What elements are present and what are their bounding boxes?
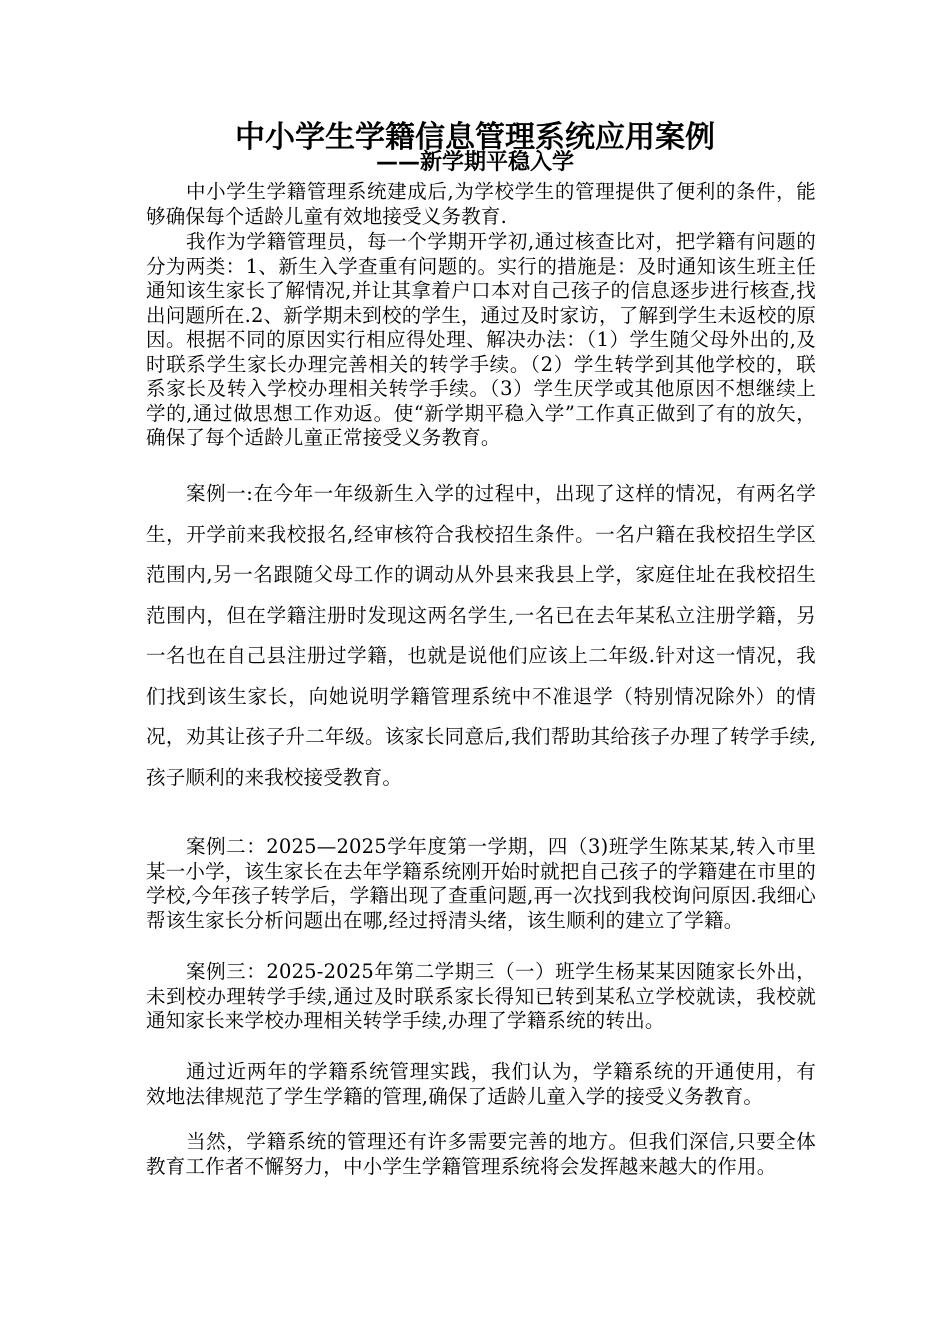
paragraph-case-two: 案例二：2025—2025学年度第一学期，四（3)班学生陈某某,转入市里某一小学，该生家长在去年学籍系统刚开始时就把自己孩子的学籍建在市里的学校,今年孩子转学后，学籍出现了查重问题,再一次找到我校询问原因.我细心帮该生家长分析问题出在哪,经过捋清头绪，该生顺利的建立了学籍。 bbox=[146, 835, 816, 932]
document-subtitle: ——新学期平稳入学 bbox=[375, 150, 574, 175]
paragraph-conclusion: 通过近两年的学籍系统管理实践，我们认为，学籍系统的开通使用，有效地法律规范了学生学籍的管理,确保了适龄儿童入学的接受义务教育。 bbox=[146, 1060, 816, 1108]
paragraph-measures: 我作为学籍管理员，每一个学期开学初,通过核查比对，把学籍有问题的分为两类：1、新生入学查重有问题的。实行的措施是：及时通知该生班主任通知该生家长了解情况,并让其拿着户口本对自己孩子的信息逐步进行核查,找出问题所在.2、新学期未到校的学生，通过及时家访，了解到学生未返校的原因。根据不同的原因实行相应得处理、解决办法：（1）学生随父母外出的,及时联系学生家长办理完善相关的转学手续。（2）学生转学到其他学校的，联系家长及转入学校办理相关转学手续。（3）学生厌学或其他原因不想继续上学的,通过做思想工作劝返。使“新学期平稳入学”工作真正做到了有的放矢，确保了每个适龄儿童正常接受义务教育。 bbox=[146, 230, 816, 449]
paragraph-case-three: 案例三：2025-2025年第二学期三（一）班学生杨某某因随家长外出，未到校办理转学手续,通过及时联系家长得知已转到某私立学校就读，我校就通知家长来学校办理相关转学手续,办理了学籍系统的转出。 bbox=[146, 960, 816, 1032]
paragraph-outlook: 当然，学籍系统的管理还有许多需要完善的地方。但我们深信,只要全体教育工作者不懈努力，中小学生学籍管理系统将会发挥越来越大的作用。 bbox=[146, 1130, 816, 1178]
paragraph-intro: 中小学生学籍管理系统建成后,为学校学生的管理提供了便利的条件，能够确保每个适龄儿童有效地接受义务教育. bbox=[146, 180, 816, 228]
paragraph-case-one: 案例一:在今年一年级新生入学的过程中，出现了这样的情况，有两名学生，开学前来我校报名,经审核符合我校招生条件。一名户籍在我校招生学区范围内,另一名跟随父母工作的调动从外县来我县上学，家庭住址在我校招生范围内，但在学籍注册时发现这两名学生,一名已在去年某私立注册学籍，另一名也在自己县注册过学籍，也就是说他们应该上二年级.针对这一情况，我们找到该生家长，向她说明学籍管理系统中不准退学（特别情况除外）的情况，劝其让孩子升二年级。该家长同意后,我们帮助其给孩子办理了转学手续,孩子顺利的来我校接受教育。 bbox=[146, 482, 816, 789]
document-title: 中小学生学籍信息管理系统应用案例 bbox=[235, 120, 715, 155]
